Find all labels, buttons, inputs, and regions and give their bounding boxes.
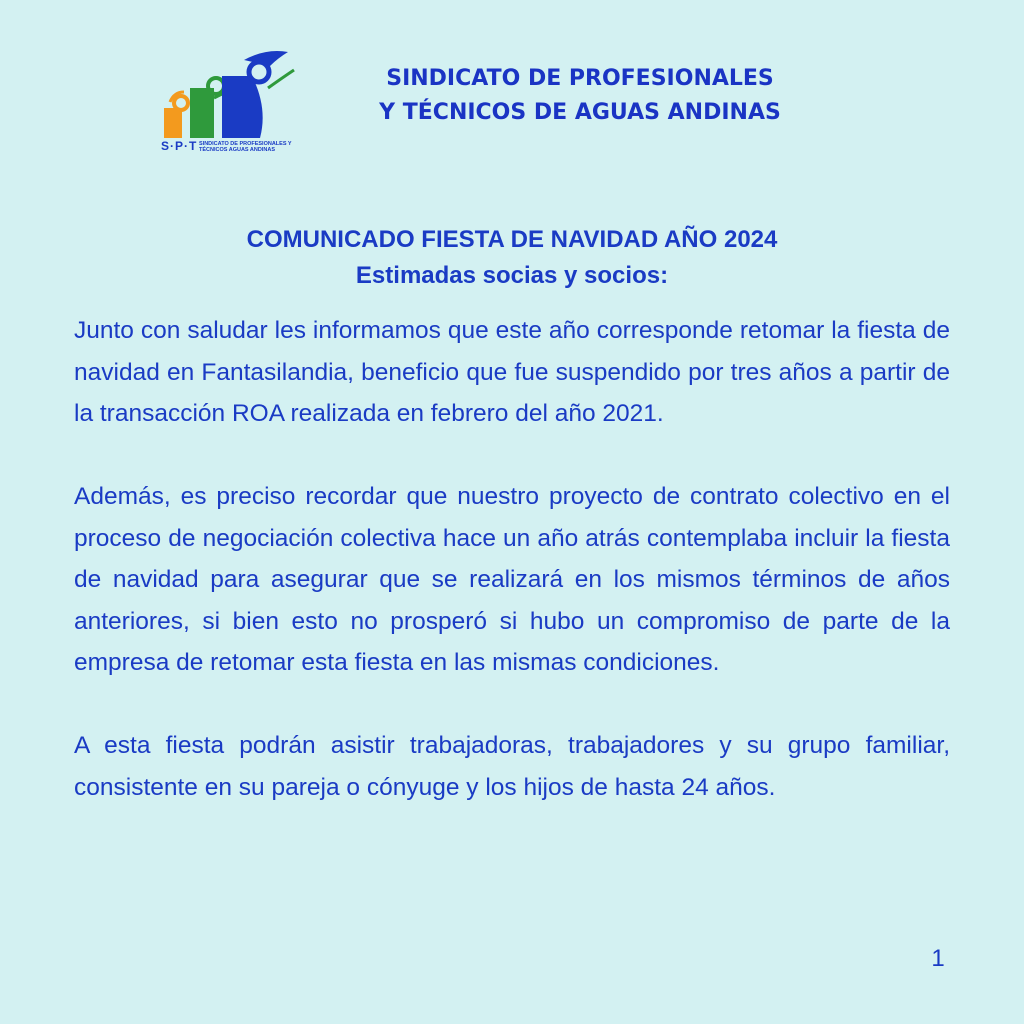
logo-small-text: SINDICATO DE PROFESIONALES Y TÉCNICOS AGUAS ANDINAS <box>199 141 292 153</box>
body-paragraph: Además, es preciso recordar que nuestro proyecto de contrato colectivo en el proceso de negociación colectiva hace un año atrás contemplaba incluir la fiesta de navidad para asegurar que se realizará en los mismos términos de años anteriores, si bien esto no prosperó si hubo un compromiso de parte de la empresa de retomar esta fiesta en las mismas condiciones. <box>74 483 950 676</box>
announcement-header <box>0 222 1024 294</box>
org-title-line1: SINDICATO DE PROFESIONALES <box>386 66 774 91</box>
organization-title <box>330 62 830 130</box>
body-paragraph: Junto con saludar les informamos que este año corresponde retomar la fiesta de navidad en Fantasilandia, beneficio que fue suspendido por tres años a partir de la transacción ROA realizada en febrero del año 2021. <box>74 317 950 427</box>
announcement-title: COMUNICADO FIESTA DE NAVIDAD AÑO 2024 <box>246 226 778 253</box>
greeting: Estimadas socias y socios: <box>355 262 669 289</box>
announcement-body <box>74 310 950 850</box>
logo-abbr: S·P·T <box>161 139 198 153</box>
page-number: 1 <box>931 945 945 972</box>
body-paragraph: A esta fiesta podrán asistir trabajadoras, trabajadores y su grupo familiar, consistente en su pareja o cónyuge y los hijos de hasta 24 años. <box>74 732 950 801</box>
org-title-line2: Y TÉCNICOS DE AGUAS ANDINAS <box>379 100 781 125</box>
